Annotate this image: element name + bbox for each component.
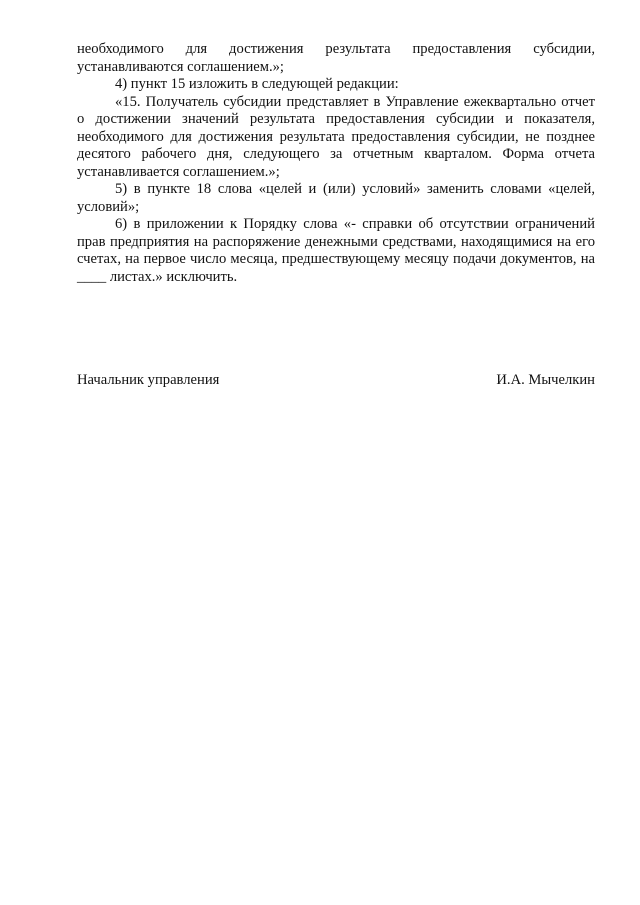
- paragraph-3: «15. Получатель субсидии представляет в Управление ежеквартально отчет о достижении значений результата предоставления субсидии и показателя, необходимого для достижения результата предоставления субсидии, не позднее десятого рабочего дня, следующего за отчетным кварталом. Форма отчета устанавливается соглашением.»;: [77, 93, 595, 180]
- paragraph-4: 5) в пункте 18 слова «целей и (или) условий» заменить словами «целей, условий»;: [77, 181, 595, 215]
- document-body: [77, 41, 595, 286]
- paragraph-1: необходимого для достижения результата предоставления субсидии, устанавливаются соглашением.»;: [77, 41, 595, 75]
- signatory-name: И.А. Мычелкин: [496, 372, 595, 388]
- signature-block: [77, 372, 595, 390]
- paragraph-5: 6) в приложении к Порядку слова «- справки об отсутствии ограничений прав предприятия на распоряжение денежными средствами, находящимися на его счетах, на первое число месяца, предшествующему месяцу подачи документов, на ____ листах.» исключить.: [77, 216, 595, 285]
- signatory-position: Начальник управления: [77, 372, 220, 388]
- paragraph-2: 4) пункт 15 изложить в следующей редакции:: [115, 76, 399, 92]
